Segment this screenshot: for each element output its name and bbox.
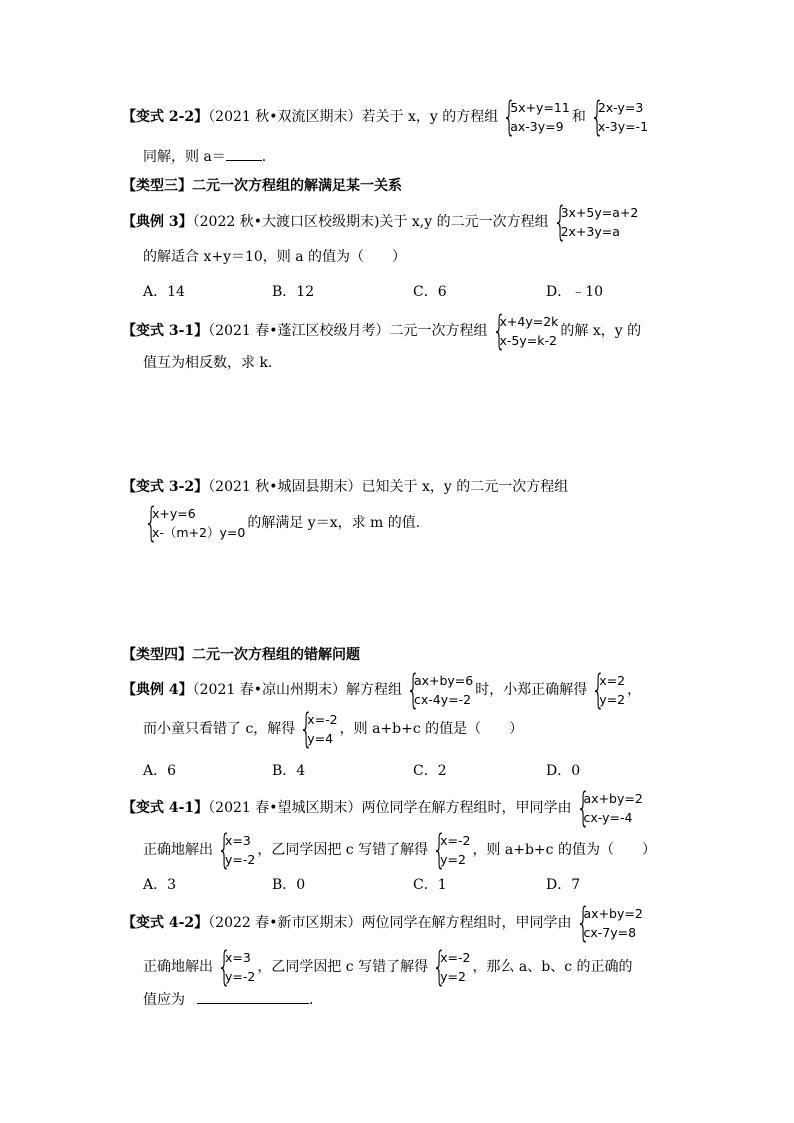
equation-system [490, 308, 559, 354]
brace-icon: { [144, 500, 159, 546]
equation: cx-4y=-2 [413, 692, 472, 707]
question-text: ，乙同学因把 c 写错了解得 [257, 842, 429, 858]
option-a: A．6 [143, 763, 177, 779]
question-text: （2021 春•望城区期末）两位同学在解方程组时，甲同学由 [208, 800, 572, 816]
equation: x=2 [599, 673, 626, 688]
brace-icon: { [590, 94, 605, 140]
variant-4-1-line2 [143, 827, 656, 873]
equation: ax+by=2 [583, 906, 643, 921]
variant-4-2-line1 [122, 900, 645, 946]
label: 【变式 4-2】 [122, 915, 209, 931]
brace-icon: { [575, 785, 590, 831]
equation: x-3y=-1 [597, 119, 649, 134]
equation: cx-y=-4 [583, 810, 633, 825]
brace-icon: { [575, 900, 590, 946]
question-text: ，乙同学因把 c 写错了解得 [257, 959, 429, 975]
label: 【变式 3-1】 [122, 323, 209, 339]
equation-system [551, 199, 639, 245]
brace-icon: { [432, 827, 447, 873]
equation-system [588, 94, 649, 140]
equation: x=-2 [440, 833, 471, 848]
brace-icon: { [591, 667, 606, 713]
brace-icon: { [432, 944, 447, 990]
equation: x-（m+2）y=0 [152, 525, 246, 540]
brace-icon: { [406, 667, 421, 713]
equation-system [404, 667, 474, 713]
option-c: C．6 [413, 284, 447, 300]
brace-icon: { [299, 706, 314, 752]
label: 【典例 4】 [122, 682, 193, 698]
punctuation: ． [261, 149, 276, 165]
question-text: 值互为相反数，求 k. [143, 355, 273, 371]
equation-system [574, 785, 643, 831]
question-text: （2022 秋•大渡口区校级期末)关于 x,y 的二元一次方程组 [192, 214, 549, 230]
equation: 2x-y=3 [597, 100, 644, 115]
equation: x-5y=k-2 [499, 333, 557, 348]
question-text: 时，小郑正确解得 [475, 682, 588, 698]
solution-system [589, 667, 626, 713]
question-text: 而小童只看错了 c，解得 [143, 721, 296, 737]
variant-4-2-line3 [143, 989, 323, 1009]
option-d: D．7 [546, 877, 581, 893]
section-heading-type4: 【类型四】二元一次方程组的错解问题 [122, 647, 360, 663]
example-3-line1 [122, 199, 640, 245]
brace-icon: { [217, 944, 232, 990]
question-text: ，则 a+b+c 的值是（ ） [339, 721, 524, 737]
equation-system [500, 94, 570, 140]
solution-system [215, 944, 256, 990]
equation: x=3 [225, 833, 251, 848]
label: 【变式 4-1】 [122, 800, 209, 816]
option-d: D．﹣10 [546, 284, 604, 300]
solution-system [430, 827, 471, 873]
label: 【变式 2-2】 [122, 109, 209, 125]
equation: y=4 [307, 731, 334, 746]
brace-icon: { [552, 199, 567, 245]
example-4-line1 [122, 667, 642, 713]
connector: 和 [571, 109, 586, 125]
option-a: A．14 [143, 284, 185, 300]
variant-3-1-line1 [122, 308, 642, 354]
question-text: （2022 春•新市区期末）两位同学在解方程组时，甲同学由 [208, 915, 572, 931]
example-4-line2 [143, 706, 524, 752]
option-b: B．12 [272, 284, 315, 300]
answer-blank [226, 146, 262, 161]
equation: ax+by=2 [583, 791, 643, 806]
question-text: （2021 秋•双流区期末）若关于 x，y 的方程组 [208, 109, 499, 125]
variant-3-2-line2 [140, 500, 421, 546]
option-c: C．2 [413, 763, 447, 779]
question-text: 正确地解出 [143, 842, 213, 858]
option-d: D．0 [546, 763, 581, 779]
option-b: B．0 [272, 877, 306, 893]
equation: x=3 [225, 950, 251, 965]
question-text: （2021 春•蓬江区校级月考）二元一次方程组 [208, 323, 488, 339]
equation: x+y=6 [152, 506, 196, 521]
solution-system [215, 827, 256, 873]
variant-4-1-line1 [122, 785, 645, 831]
equation: y=-2 [225, 969, 256, 984]
question-text: 的解满足 y＝x，求 m 的值. [247, 515, 421, 531]
question-text: 的解适合 x+y＝10，则 a 的值为（ ） [143, 249, 407, 265]
variant-2-2-line1 [122, 94, 650, 140]
equation: ax-3y=9 [510, 119, 564, 134]
equation: 5x+y=11 [510, 100, 570, 115]
question-text: 同解，则 a＝ [143, 149, 226, 165]
punctuation: ． [309, 992, 323, 1008]
equation: 2x+3y=a [560, 224, 620, 239]
option-c: C．1 [413, 877, 447, 893]
question-text: 正确地解出 [143, 959, 213, 975]
equation: y=2 [440, 969, 466, 984]
variant-2-2-line2 [143, 146, 276, 166]
question-text: 的解 x，y 的 [560, 323, 642, 339]
answer-blank [197, 989, 309, 1004]
equation: y=2 [599, 692, 626, 707]
label: 【变式 3-2】 [122, 479, 209, 495]
variant-3-1-line2 [143, 354, 272, 372]
question-text: （2021 秋•城固县期末）已知关于 x，y 的二元一次方程组 [208, 479, 569, 495]
question-text: ，则 a+b+c 的值为（ ） [472, 842, 656, 858]
equation: y=-2 [225, 852, 256, 867]
brace-icon: { [217, 827, 232, 873]
equation: x=-2 [440, 950, 471, 965]
label: 【典例 3】 [122, 214, 193, 230]
equation: y=2 [440, 852, 466, 867]
example-3-line2 [143, 248, 406, 266]
option-a: A．3 [143, 877, 177, 893]
variant-4-2-line2 [143, 944, 633, 990]
question-text: 值应为 [143, 992, 185, 1008]
question-text: （2021 春•凉山州期末）解方程组 [192, 682, 402, 698]
equation: x+4y=2k [499, 314, 559, 329]
equation: x=-2 [307, 712, 338, 727]
equation: 3x+5y=a+2 [560, 205, 639, 220]
equation: ax+by=6 [413, 673, 474, 688]
brace-icon: { [502, 94, 517, 140]
equation: cx-7y=8 [583, 925, 637, 940]
punctuation: ， [627, 682, 642, 698]
equation-system [142, 500, 246, 546]
variant-3-2-line1 [122, 478, 568, 496]
section-heading-type3: 【类型三】二元一次方程组的解满足某一关系 [122, 178, 402, 194]
option-b: B．4 [272, 763, 306, 779]
solution-system [430, 944, 471, 990]
equation-system [574, 900, 643, 946]
solution-system [297, 706, 338, 752]
question-text: ，那么 a、b、c 的正确的 [472, 959, 633, 975]
brace-icon: { [491, 308, 506, 354]
